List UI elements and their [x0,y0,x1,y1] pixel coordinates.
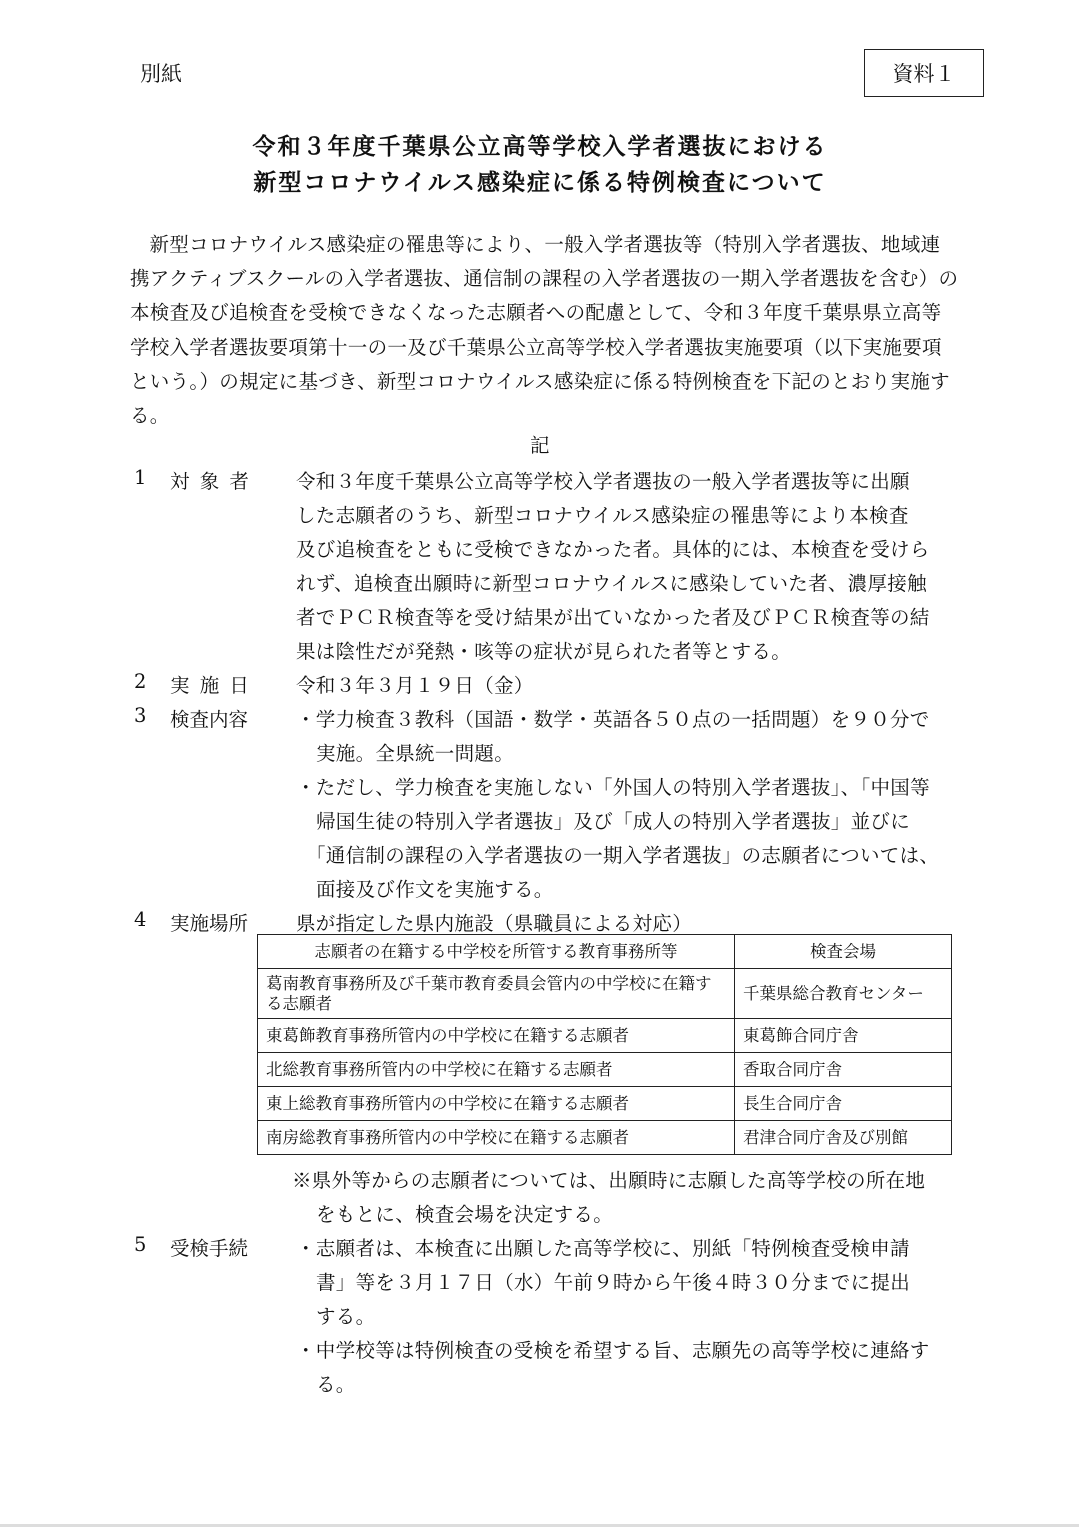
section-5-label: 受検手続 [170,1237,249,1260]
table-row [258,1019,952,1053]
section-1-label: 対 象 者 [170,470,251,493]
table-cell-venue: 長生合同庁舎 [735,1087,952,1121]
section-3-label: 検査内容 [170,708,249,731]
table-row [258,1053,952,1087]
material-number-box: 資料１ [864,49,984,97]
section-1-number: 1 [134,466,147,489]
section-3-line: 実施。全県統一問題。 [316,742,515,765]
table-header-row [258,935,952,969]
ki-heading: 記 [530,434,550,457]
table-cell-office: 葛南教育事務所及び千葉市教育委員会管内の中学校に在籍する志願者 [258,969,735,1019]
table-cell-venue: 東葛飾合同庁舎 [735,1019,952,1053]
section-4-note-line: ※県外等からの志願者については、出願時に志願した高等学校の所在地 [292,1169,926,1192]
table-cell-venue: 君津合同庁舎及び別館 [735,1121,952,1155]
table-row [258,969,952,1019]
section-3-line: 「通信制の課程の入学者選抜の一期入学者選抜」の志願者については、 [306,844,940,867]
section-2-label: 実 施 日 [170,674,251,697]
section-3-line: 帰国生徒の特別入学者選抜」及び「成人の特別入学者選抜」並びに [316,810,911,833]
section-5-number: 5 [134,1233,147,1256]
section-3-number: 3 [134,704,147,727]
section-1-line: した志願者のうち、新型コロナウイルス感染症の罹患等により本検査 [296,504,909,527]
table-header-cell: 志願者の在籍する中学校を所管する教育事務所等 [258,935,735,969]
table-cell-office: 北総教育事務所管内の中学校に在籍する志願者 [258,1053,735,1087]
section-5-line: ・志願者は、本検査に出願した高等学校に、別紙「特例検査受検申請 [296,1237,910,1260]
section-5-line: する。 [316,1305,376,1328]
section-2-number: 2 [134,670,147,693]
section-4-text: 県が指定した県内施設（県職員による対応） [296,912,693,935]
table-cell-office: 南房総教育事務所管内の中学校に在籍する志願者 [258,1121,735,1155]
section-5-line: る。 [316,1373,356,1396]
section-1-line: 果は陰性だが発熱・咳等の症状が見られた者等とする。 [296,640,792,663]
section-3-line: 面接及び作文を実施する。 [316,878,554,901]
table-cell-venue: 千葉県総合教育センター [735,969,952,1019]
attachment-label: 別紙 [140,62,182,86]
section-5-line: ・中学校等は特例検査の受検を希望する旨、志願先の高等学校に連絡す [296,1339,930,1362]
table-cell-venue: 香取合同庁舎 [735,1053,952,1087]
section-1-line: 者でＰＣＲ検査等を受け結果が出ていなかった者及びＰＣＲ検査等の結 [296,606,930,629]
table-header-cell: 検査会場 [735,935,952,969]
section-1-line: 及び追検査をともに受検できなかった者。具体的には、本検査を受けら [296,538,930,561]
table-cell-office: 東葛飾教育事務所管内の中学校に在籍する志願者 [258,1019,735,1053]
table-row [258,1087,952,1121]
section-4-label: 実施場所 [170,912,249,935]
section-3-line: ・学力検査３教科（国語・数学・英語各５０点の一括問題）を９０分で [296,708,930,731]
title-line-2: 新型コロナウイルス感染症に係る特例検査について [253,170,827,196]
section-5-line: 書」等を３月１７日（水）午前９時から午後４時３０分までに提出 [316,1271,911,1294]
intro-paragraph: 新型コロナウイルス感染症の罹患等により、一般入学者選抜等（特別入学者選抜、地域連携アクティブスクールの入学者選抜、通信制の課程の入学者選抜の一期入学者選抜を含む）の本検査及び追検査を受検できなくなった志願者への配慮として、令和３年度千葉県県立高等学校入学者選抜要項第十一の一及び千葉県公立高等学校入学者選抜実施要項（以下実施要項という。）の規定に基づき、新型コロナウイルス感染症に係る特例検査を下記のとおり実施する。 [130,233,959,428]
section-2-text: 令和３年３月１９日（金） [296,674,534,697]
section-1-line: れず、追検査出願時に新型コロナウイルスに感染していた者、濃厚接触 [296,572,927,595]
section-4-note-line: をもとに、検査会場を決定する。 [316,1203,614,1226]
table-row [258,1121,952,1155]
title-line-1: 令和３年度千葉県公立高等学校入学者選抜における [252,134,828,160]
venue-table [257,934,952,1155]
section-4-number: 4 [134,908,147,931]
section-3-line: ・ただし、学力検査を実施しない「外国人の特別入学者選抜」、「中国等 [296,776,930,799]
section-1-line: 令和３年度千葉県公立高等学校入学者選抜の一般入学者選抜等に出願 [296,470,910,493]
table-cell-office: 東上総教育事務所管内の中学校に在籍する志願者 [258,1087,735,1121]
